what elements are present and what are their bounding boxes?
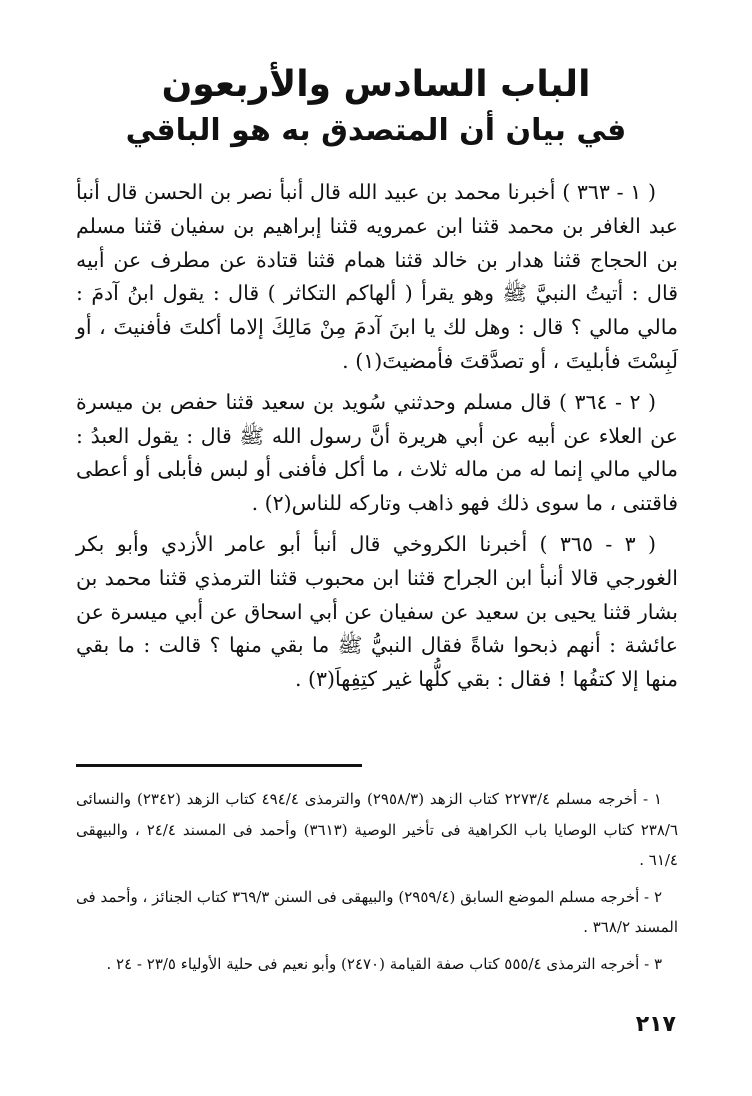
chapter-subtitle: في بيان أن المتصدق به هو الباقي — [125, 113, 627, 148]
hadith-paragraph-364: ( ٢ - ٣٦٤ ) قال مسلم وحدثني سُويد بن سعيد قثنا حفص بن ميسرة عن العلاء عن أبيه عن أبي هريرة أنَّ رسول الله ﷺ قال : يقول العبدُ : مالي مالي إنما له من ماله ثلاث ، ما أكل فأفنى أو لبس فأبلى أو أعطى فاقتنى ، ما سوى ذلك فهو ذاهب وتاركه للناس(٢) . — [76, 389, 678, 516]
footnote-1: ١ - أخرجه مسلم ٢٢٧٣/٤ كتاب الزهد (٢٩٥٨/٣) والترمذى ٤٩٤/٤ كتاب الزهد (٢٣٤٢) والنسائى ٢٣٨/٦ كتاب الوصايا باب الكراهية فى تأخير الوصية (٣٦١٣) وأحمد فى المسند ٢٤/٤ ، والبيهقى ٦١/٤ . — [76, 790, 678, 869]
main-text — [76, 176, 678, 704]
footnotes — [76, 784, 678, 985]
hadith-paragraph-363: ( ١ - ٣٦٣ ) أخبرنا محمد بن عبيد الله قال أنبأ نصر بن الحسن قال أنبأ عبد الغافر بن محمد قثنا ابن عمرويه قثنا إبراهيم بن سفيان قثنا مسلم بن الحجاج قثنا هدار بن خالد قثنا همام قثنا قتادة عن مطرف عن أبيه قال : أتيتُ النبيَّ ﷺ وهو يقرأ ( ألهاكم التكاثر ) قال : يقول ابنُ آدمَ : مالي مالي ؟ قال : وهل لك يا ابنَ آدمَ مِنْ مَالِكَ إلاما أكلتَ فأفنيتَ ، أو لَبِسْتَ فأبليتَ ، أو تصدَّقتَ فأمضيتَ(١) . — [76, 180, 678, 373]
footnote-3: ٣ - أخرجه الترمذى ٥٥٥/٤ كتاب صفة القيامة (٢٤٧٠) وأبو نعيم فى حلية الأولياء ٢٣/٥ - ٢٤ . — [106, 954, 662, 973]
footnote-2: ٢ - أخرجه مسلم الموضع السابق (٢٩٥٩/٤) والبيهقى فى السنن ٣٦٩/٣ كتاب الجنائز ، وأحمد فى المسند ٣٦٨/٢ . — [76, 887, 678, 936]
page-number: ٢١٧ — [635, 1012, 676, 1037]
chapter-heading — [60, 62, 692, 150]
footnote-divider — [76, 764, 362, 767]
hadith-paragraph-365: ( ٣ - ٣٦٥ ) أخبرنا الكروخي قال أنبأ أبو عامر الأزدي وأبو بكر الغورجي قالا أنبأ ابن الجراح قثنا ابن محبوب قثنا الترمذي قثنا محمد بن بشار قثنا يحيى بن سعيد عن سفيان عن أبي اسحاق عن أبي ميسرة عن عائشة : أنهم ذبحوا شاةً فقال النبيُّ ﷺ ما بقي منها ؟ قالت : ما بقي منها إلا كتفُها ! فقال : بقي كلُّها غير كتِفِهاَ(٣) . — [76, 531, 678, 692]
chapter-title: الباب السادس والأربعون — [161, 64, 591, 105]
